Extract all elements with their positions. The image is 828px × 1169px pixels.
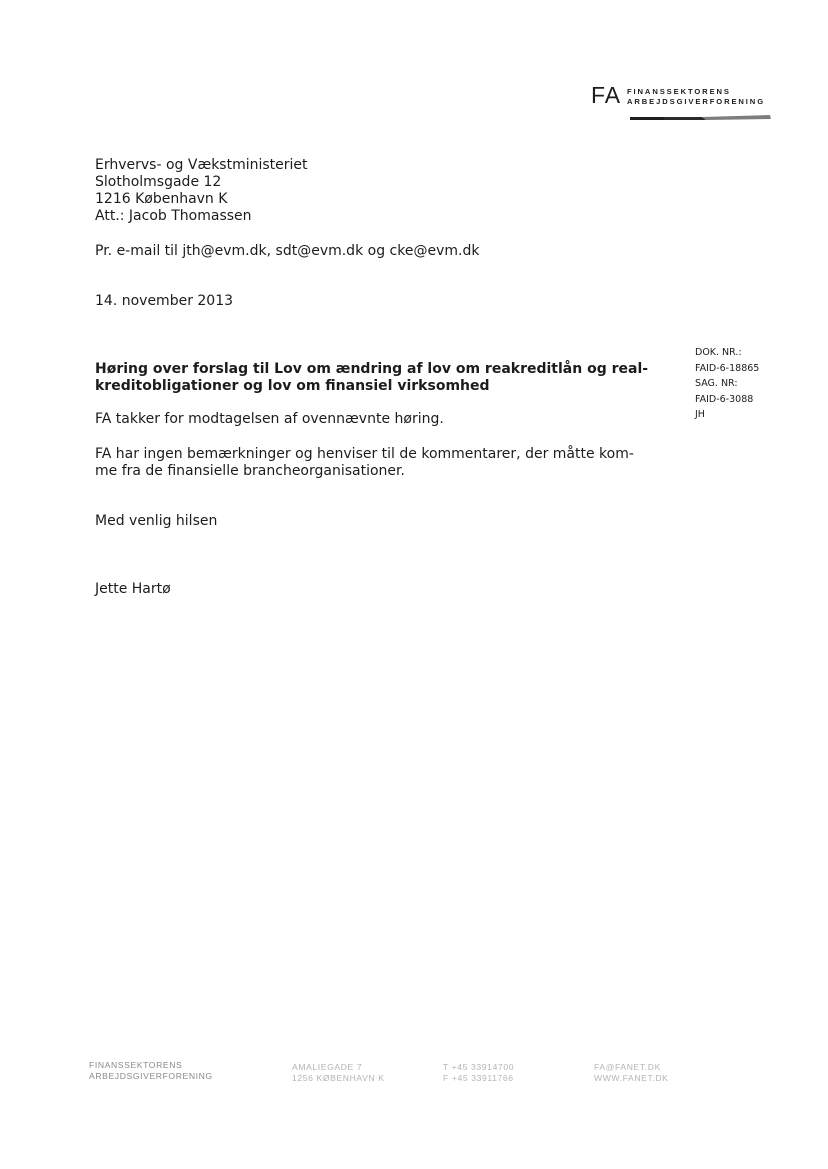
recipient-line-2: Slotholmsgade 12 [95,174,222,190]
subject-line-1: Høring over forslag til Lov om ændring af lov om reakreditlån og real- [95,361,649,377]
email-line: Pr. e-mail til jth@evm.dk, sdt@evm.dk og cke@evm.dk [95,243,480,259]
footer-email: FA@FANET.DK [594,1062,661,1072]
footer-website: WWW.FANET.DK [594,1073,669,1083]
body-paragraph-2-line-2: me fra de finansielle brancheorganisationer. [95,463,405,479]
dok-nr-label: DOK. NR.: [695,347,742,358]
reference-block [695,345,759,423]
letter-date: 14. november 2013 [95,293,234,309]
sag-nr-value: FAID-6-3088 [695,393,754,405]
body-paragraph-2-line-1: FA har ingen bemærkninger og henviser til de kommentarer, der måtte kom- [95,446,634,462]
footer-fax: F +45 33911766 [443,1073,514,1083]
logo-bar-graphic [630,114,772,124]
body-paragraph-1: FA takker for modtagelsen af ovennævnte høring. [95,411,444,427]
initials: JH [695,409,705,420]
closing: Med venlig hilsen [95,513,218,529]
dok-nr-value: FAID-6-18865 [695,362,760,374]
logo-name-line2: ARBEJDSGIVERFORENING [627,97,765,106]
footer-org-line-2: ARBEJDSGIVERFORENING [89,1071,213,1081]
footer-address-line-1: AMALIEGADE 7 [292,1062,363,1072]
footer-address-line-2: 1256 KØBENHAVN K [292,1073,385,1083]
footer-org-line-1: FINANSSEKTORENS [89,1060,183,1070]
signature-name: Jette Hartø [95,581,171,597]
recipient-line-3: 1216 København K [95,191,228,207]
footer-phone: T +45 33914700 [443,1062,515,1072]
logo-abbreviation: FA [591,82,622,108]
sag-nr-label: SAG. NR: [695,378,738,389]
subject-line-2: kreditobligationer og lov om finansiel virksomhed [95,378,490,394]
logo-name-line1: FINANSSEKTORENS [627,87,731,96]
recipient-line-4: Att.: Jacob Thomassen [95,208,252,224]
recipient-line-1: Erhvervs- og Vækstministeriet [95,157,308,173]
